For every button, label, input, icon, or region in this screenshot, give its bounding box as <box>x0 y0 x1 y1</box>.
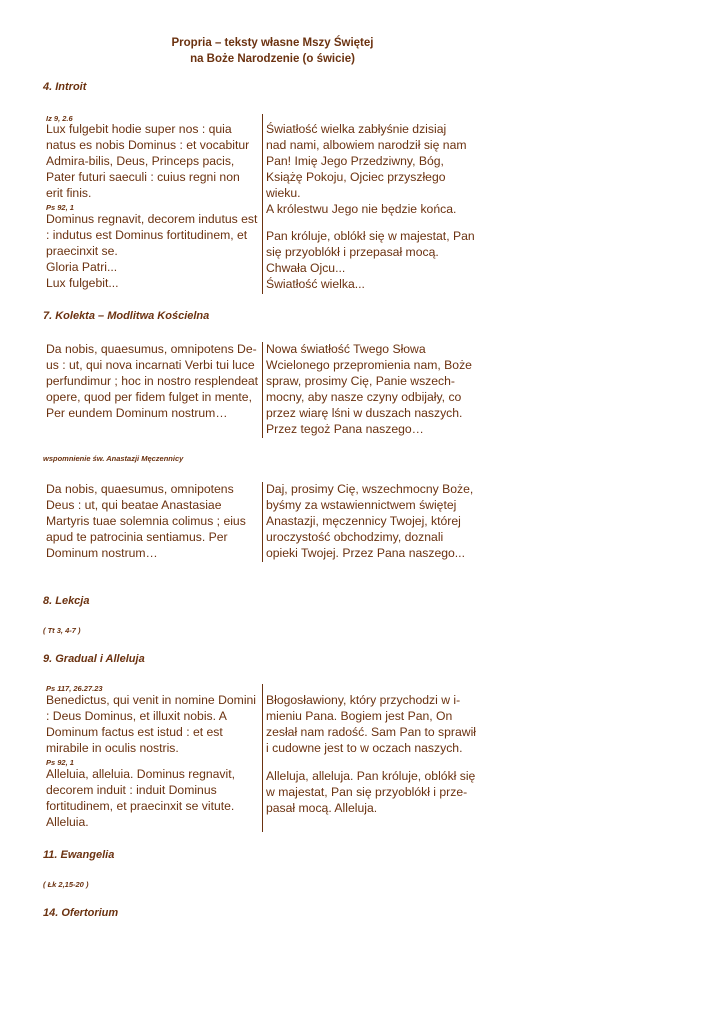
text-line: natus es nobis Dominus : et vocabitur <box>46 137 250 152</box>
text-line: Gloria Patri... <box>46 259 118 274</box>
text-line: erit finis. <box>46 185 92 200</box>
text-line: Per eundem Dominum nostrum… <box>46 405 228 420</box>
text-line: A królestwu Jego nie będzie końca. <box>266 201 457 216</box>
text-line: Dominum nostrum… <box>46 545 158 560</box>
text-line: pasał mocą. Alleluja. <box>266 800 378 815</box>
latin-text-block <box>46 212 257 292</box>
text-line: Martyris tuae solemnia colimus ; eius <box>46 513 246 528</box>
column-divider <box>262 482 263 562</box>
text-line: nad nami, albowiem narodził się nam <box>266 137 467 152</box>
text-line: przez wiarę lśni w duszach naszych. <box>266 405 463 420</box>
text-line: perfundimur ; hoc in nostro resplendeat <box>46 373 259 388</box>
scripture-reference: Ps 117, 26.27.23 <box>46 684 103 693</box>
column-divider <box>262 684 263 832</box>
text-line: apud te patrocinia sentiamus. Per <box>46 529 228 544</box>
text-line: : indutus est Dominus fortitudinem, et <box>46 227 248 242</box>
text-line: opere, quod per fidem fulget in mente, <box>46 389 252 404</box>
text-line: opieki Twojej. Przez Pana naszego... <box>266 545 465 560</box>
latin-text-block <box>46 342 258 422</box>
section-heading-gradual: 9. Gradual i Alleluja <box>43 653 145 665</box>
text-line: Światłość wielka... <box>266 276 365 291</box>
text-line: mieniu Pana. Bogiem jest Pan, On <box>266 708 453 723</box>
text-line: Daj, prosimy Cię, wszechmocny Boże, <box>266 482 474 496</box>
scripture-reference: Ps 92, 1 <box>46 758 74 767</box>
text-line: się przyoblókł i przepasał mocą. <box>266 244 439 259</box>
text-line: Da nobis, quaesumus, omnipotens De- <box>46 342 257 356</box>
column-divider <box>262 114 263 294</box>
text-line: zesłał nam radość. Sam Pan to sprawił <box>266 724 476 739</box>
scripture-reference: Iz 9, 2.6 <box>46 114 73 123</box>
text-line: fortitudinem, et praecinxit se vitute. <box>46 798 235 813</box>
text-line: praecinxit se. <box>46 243 118 258</box>
text-line: Da nobis, quaesumus, omnipotens <box>46 482 234 496</box>
commemoration-heading: wspomnienie św. Anastazji Męczennicy <box>43 454 184 463</box>
polish-text-block <box>266 342 472 437</box>
text-line: Alleluia, alleluia. Dominus regnavit, <box>46 767 236 781</box>
text-line: Wcielonego przepromienia nam, Boże <box>266 357 472 372</box>
polish-text-block <box>266 122 467 217</box>
scripture-reference: Ps 92, 1 <box>46 203 74 212</box>
polish-text-block <box>266 229 475 293</box>
text-line: Alleluia. <box>46 814 89 829</box>
text-line: spraw, prosimy Cię, Panie wszech- <box>266 373 455 388</box>
polish-text-block <box>266 769 475 817</box>
text-line: Dominum factus est istud : et est <box>46 724 223 739</box>
text-line: Anastazji, męczennicy Twojej, której <box>266 513 461 528</box>
text-line: mirabile in oculis nostris. <box>46 740 179 755</box>
text-line: byśmy za wstawiennictwem świętej <box>266 497 457 512</box>
text-line: Błogosławiony, który przychodzi w i- <box>266 693 461 707</box>
text-line: Pan króluje, oblókł się w majestat, Pan <box>266 229 475 243</box>
polish-text-block <box>266 482 473 562</box>
section-heading-collect: 7. Kolekta – Modlitwa Kościelna <box>43 310 210 322</box>
text-line: Lux fulgebit... <box>46 275 119 290</box>
latin-text-block <box>46 122 249 202</box>
text-line: Pater futuri saeculi : cuius regni non <box>46 169 240 184</box>
text-line: Alleluja, alleluja. Pan króluje, oblókł się <box>266 769 476 783</box>
text-line: us : ut, qui nova incarnati Verbi tui luce <box>46 357 255 372</box>
latin-text-block <box>46 693 256 757</box>
text-line: Benedictus, qui venit in nomine Domini <box>46 693 257 707</box>
latin-text-block <box>46 767 235 831</box>
text-line: Deus : ut, qui beatae Anastasiae <box>46 497 222 512</box>
column-divider <box>262 342 263 438</box>
text-line: Nowa światłość Twego Słowa <box>266 342 426 356</box>
text-line: Admira-bilis, Deus, Princeps pacis, <box>46 153 235 168</box>
section-heading-gospel: 11. Ewangelia <box>43 849 115 861</box>
page-subtitle: na Boże Narodzenie (o świcie) <box>190 53 355 65</box>
scripture-reference: ( Tt 3, 4-7 ) <box>43 626 81 635</box>
text-line: i cudowne jest to w oczach naszych. <box>266 740 463 755</box>
text-line: w majestat, Pan się przyoblókł i prze- <box>266 784 468 799</box>
text-line: uroczystość obchodzimy, doznali <box>266 529 444 544</box>
latin-text-block <box>46 482 246 562</box>
text-line: Przez tegoż Pana naszego… <box>266 421 424 436</box>
text-line: : Deus Dominus, et illuxit nobis. A <box>46 708 227 723</box>
text-line: decorem induit : induit Dominus <box>46 782 217 797</box>
section-heading-introit: 4. Introit <box>43 81 87 93</box>
section-heading-lesson: 8. Lekcja <box>43 595 90 607</box>
text-line: Książę Pokoju, Ojciec przyszłego <box>266 169 446 184</box>
text-line: mocny, aby nasze czyny odbijały, co <box>266 389 462 404</box>
text-line: Dominus regnavit, decorem indutus est <box>46 212 258 226</box>
text-line: Pan! Imię Jego Przedziwny, Bóg, <box>266 153 444 168</box>
page-title: Propria – teksty własne Mszy Świętej <box>171 37 374 49</box>
section-heading-offertory: 14. Ofertorium <box>43 907 119 919</box>
text-line: Światłość wielka zabłyśnie dzisiaj <box>266 122 447 136</box>
text-line: Lux fulgebit hodie super nos : quia <box>46 122 232 136</box>
text-line: Chwała Ojcu... <box>266 260 346 275</box>
scripture-reference: ( Łk 2,15-20 ) <box>43 880 89 889</box>
polish-text-block <box>266 693 476 757</box>
text-line: wieku. <box>266 185 301 200</box>
